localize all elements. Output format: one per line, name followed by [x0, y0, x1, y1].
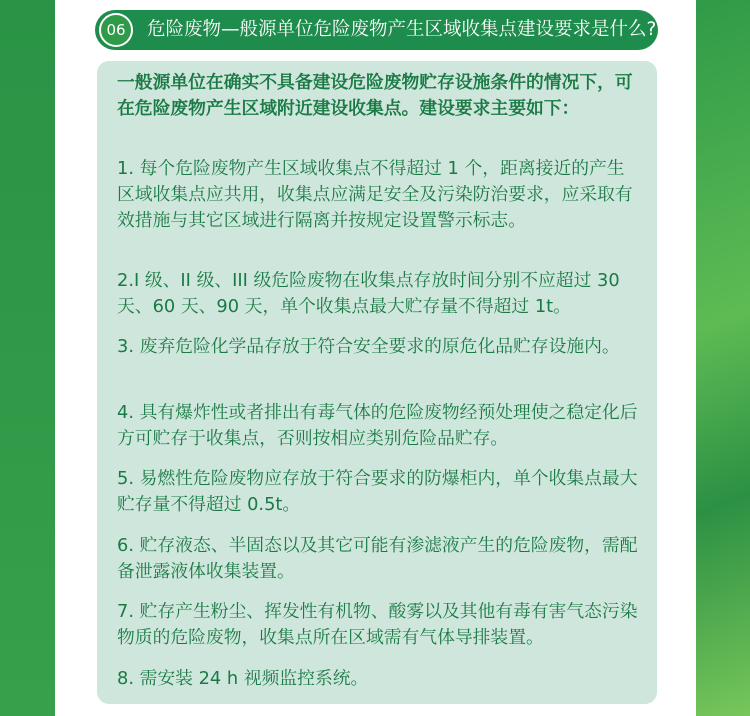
requirement-item-3: 3. 废弃危险化学品存放于符合安全要求的原危化品贮存设施内。	[117, 336, 620, 357]
requirement-item-5: 5. 易燃性危险废物应存放于符合要求的防爆柜内，单个收集点最大贮存量不得超过 0.5t。	[117, 468, 638, 515]
requirement-item-6: 6. 贮存液态、半固态以及其它可能有渗滤液产生的危险废物，需配备泄露液体收集装置。	[117, 535, 638, 582]
answer-card	[97, 61, 657, 704]
requirement-item-2: 2.I 级、II 级、III 级危险废物在收集点存放时间分别不应超过 30 天、60 天、90 天，单个收集点最大贮存量不得超过 1t。	[117, 270, 620, 317]
question-title: 危险废物—般源单位危险废物产生区域收集点建设要求是什么?	[147, 19, 657, 40]
requirement-item-8: 8. 需安装 24 h 视频监控系统。	[117, 668, 369, 689]
question-number-badge: 06	[99, 13, 133, 47]
background-left	[0, 0, 55, 716]
question-header	[95, 10, 658, 50]
background-right	[690, 0, 750, 716]
answer-intro: 一般源单位在确实不具备建设危险废物贮存设施条件的情况下，可在危险废物产生区域附近建设收集点。建设要求主要如下：	[117, 72, 633, 119]
requirement-item-4: 4. 具有爆炸性或者排出有毒气体的危险废物经预处理使之稳定化后方可贮存于收集点，否则按相应类别危险品贮存。	[117, 402, 638, 449]
requirement-item-1: 1. 每个危险废物产生区域收集点不得超过 1 个，距离接近的产生区域收集点应共用，收集点应满足安全及污染防治要求，应采取有效措施与其它区域进行隔离并按规定设置警示标志。	[117, 158, 633, 231]
requirement-item-7: 7. 贮存产生粉尘、挥发性有机物、酸雾以及其他有毒有害气态污染物质的危险废物，收集点所在区域需有气体导排装置。	[117, 601, 638, 648]
